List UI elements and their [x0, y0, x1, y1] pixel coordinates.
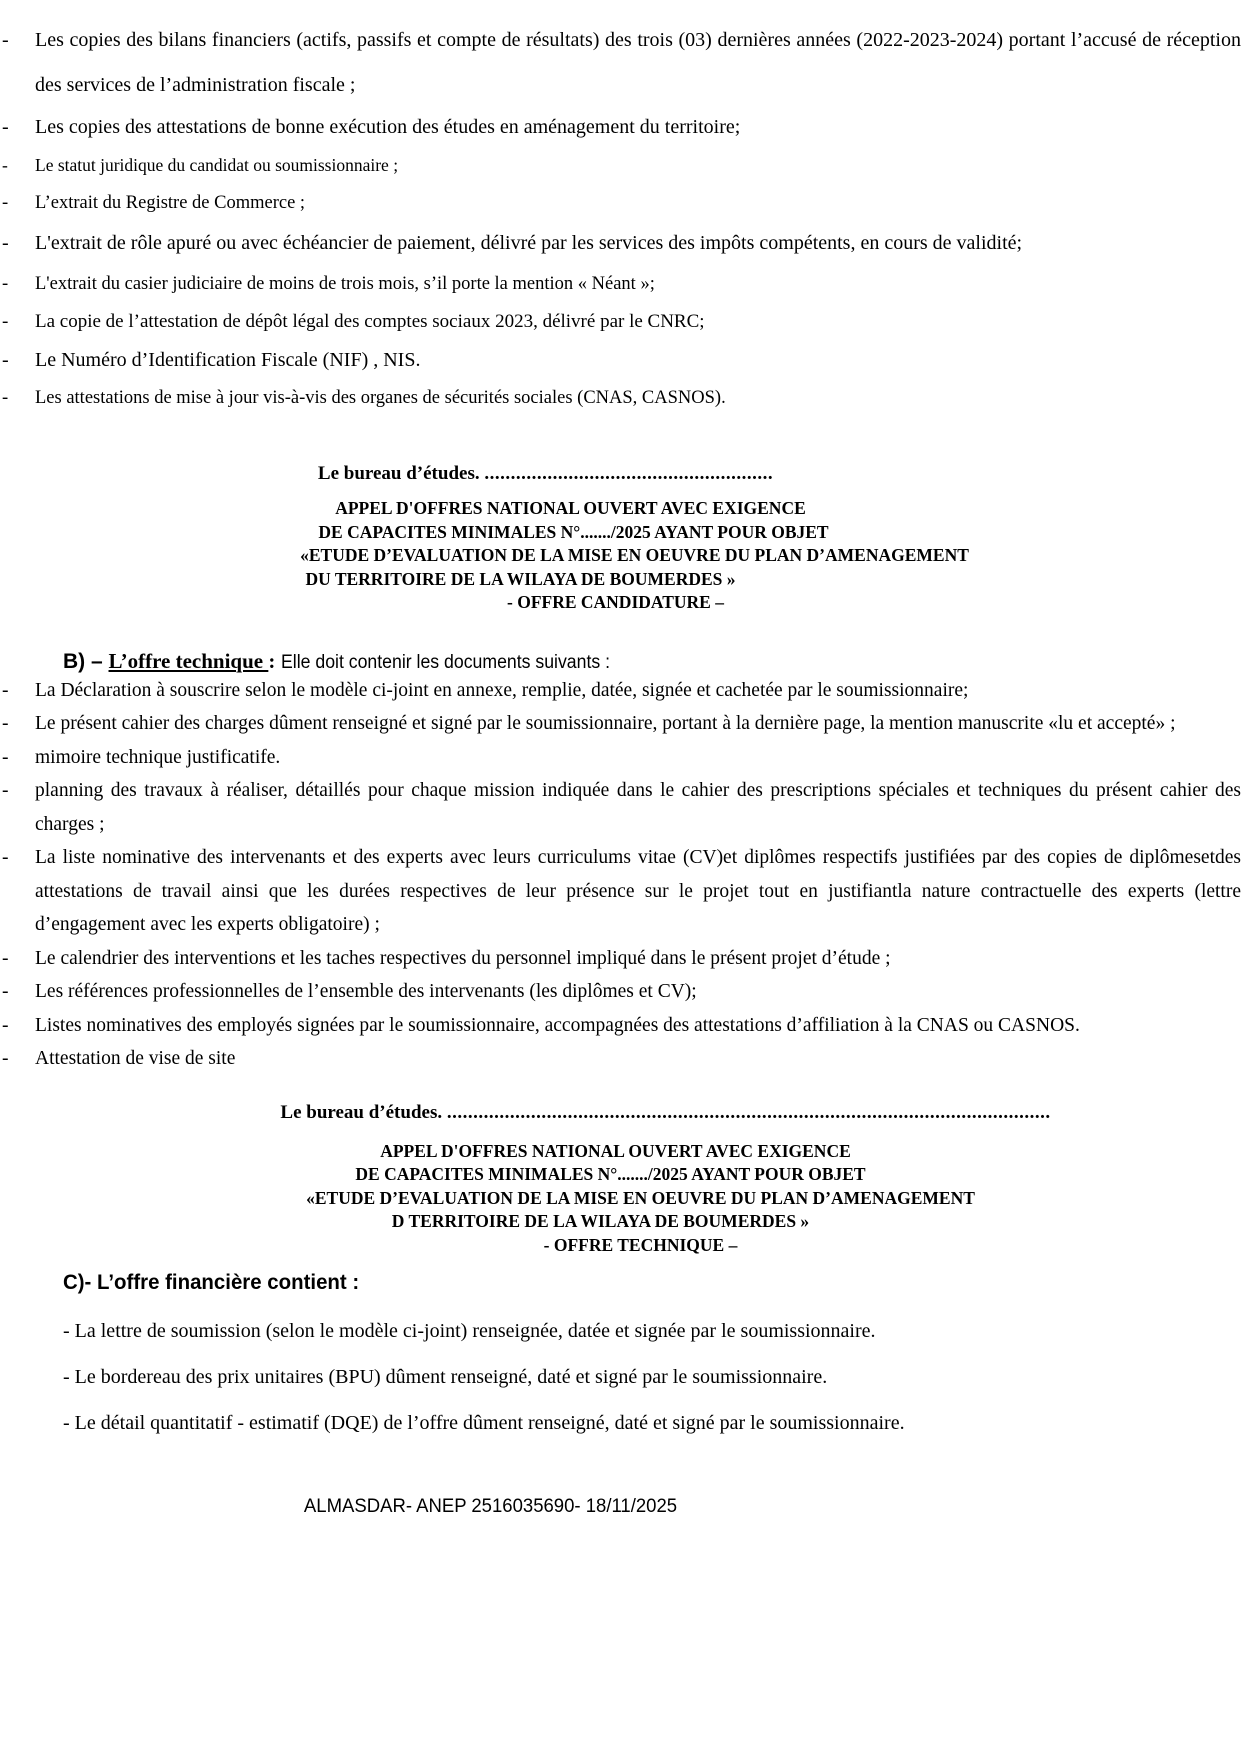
list-item-text: Les copies des attestations de bonne exécution des études en aménagement du territoire;	[35, 116, 741, 138]
dash-bullet: -	[2, 232, 9, 254]
heading-line: DU TERRITOIRE DE LA WILAYA DE BOUMERDES »	[305, 568, 736, 589]
list-item	[0, 1009, 1241, 1043]
list-item	[0, 379, 1241, 417]
heading-line: D TERRITOIRE DE LA WILAYA DE BOUMERDES »	[391, 1211, 810, 1231]
list-item-text: planning des travaux à réaliser, détaillés pour chaque mission indiquée dans le cahier des prescriptions spéciales et techniques du présent cahier des charges ;	[35, 780, 1241, 835]
heading-line: - OFFRE CANDIDATURE –	[507, 592, 724, 612]
dash-bullet: -	[2, 1014, 9, 1036]
list-item-text: L’extrait du Registre de Commerce ;	[35, 193, 306, 213]
section-b-intro: Elle doit contenir les documents suivants :	[280, 651, 610, 673]
list-item-text: La Déclaration à souscrire selon le modèle ci-joint en annexe, remplie, datée, signée et cachetée par le soumissionnaire;	[35, 679, 969, 701]
list-item-text: La copie de l’attestation de dépôt légal des comptes sociaux 2023, délivré par le CNRC;	[35, 311, 705, 332]
financial-offer-item: - La lettre de soumission (selon le modèle ci-joint) renseignée, datée et signée par le soumissionnaire.	[63, 1320, 876, 1342]
list-item-text: Les copies des bilans financiers (actifs, passifs et compte de résultats) des trois (03) dernières années (2022-2023-2024) portant l’accusé de réception des services de l’administration fiscale ;	[35, 29, 1241, 96]
dash-bullet: -	[2, 116, 9, 138]
list-item	[0, 674, 1241, 708]
heading-line: DE CAPACITES MINIMALES N°......./2025 AYANT POUR OBJET	[355, 1164, 866, 1184]
dash-bullet: -	[2, 29, 9, 51]
list-item-text: mimoire technique justificatife.	[35, 746, 281, 768]
list-item	[0, 303, 1241, 341]
dash-bullet: -	[2, 274, 9, 294]
list-item-text: Les références professionnelles de l’ensemble des intervenants (les diplômes et CV);	[35, 981, 697, 1002]
list-item	[0, 265, 1241, 303]
list-item-text: L'extrait du casier judiciaire de moins de trois mois, s’il porte la mention « Néant »;	[35, 274, 655, 294]
list-item	[0, 108, 1241, 146]
list-item-text: Le présent cahier des charges dûment renseigné et signé par le soumissionnaire, portant à la dernière page, la mention manuscrite «lu et accepté» ;	[35, 713, 1176, 734]
list-item	[0, 1042, 1241, 1076]
heading-block-offre-candidature	[0, 497, 1241, 615]
list-item-text: Le Numéro d’Identification Fiscale (NIF) , NIS.	[35, 349, 421, 371]
list-item	[0, 18, 1241, 108]
dash-bullet: -	[2, 679, 9, 701]
financial-offer-item: - Le bordereau des prix unitaires (BPU) dûment renseigné, daté et signé par le soumissionnaire.	[63, 1366, 828, 1388]
dash-bullet: -	[2, 746, 9, 768]
heading-line: APPEL D'OFFRES NATIONAL OUVERT AVEC EXIGENCE	[380, 1140, 851, 1161]
list-item	[0, 841, 1241, 942]
technical-offer-documents-list	[0, 674, 1241, 1076]
candidature-documents-list	[0, 18, 1241, 417]
list-item-text: La liste nominative des intervenants et des experts avec leurs curriculums vitae (CV)et diplômes respectifs justifiées par des copies de diplômesetdes attestations de travail ainsi que les durées respectives de leur présence sur le projet tout en justifiantla nature contractuelle des experts (lettre d’engagement avec les experts obligatoire) ;	[35, 847, 1241, 935]
financial-offer-item: - Le détail quantitatif - estimatif (DQE) de l’offre dûment renseigné, daté et signé par le soumissionnaire.	[63, 1412, 905, 1434]
signature-line-bureau-etudes	[45, 1102, 1241, 1124]
section-b-colon: :	[268, 648, 281, 673]
list-item	[0, 184, 1241, 222]
list-item	[0, 942, 1241, 976]
heading-line: - OFFRE TECHNIQUE –	[543, 1234, 738, 1255]
list-item	[0, 774, 1241, 841]
signature-label: Le bureau d’études.	[280, 1101, 447, 1123]
list-item-text: Le statut juridique du candidat ou soumissionnaire ;	[35, 155, 399, 175]
section-b-label: B) –	[63, 649, 109, 673]
dash-bullet: -	[2, 1048, 9, 1069]
heading-block-offre-technique	[0, 1140, 1241, 1258]
list-item-text: L'extrait de rôle apuré ou avec échéancier de paiement, délivré par les services des impôts compétents, en cours de validité;	[35, 232, 1023, 254]
dash-bullet: -	[2, 780, 9, 801]
heading-line: DE CAPACITES MINIMALES N°......./2025 AYANT POUR OBJET	[318, 521, 829, 542]
signature-line-bureau-etudes	[0, 463, 1166, 485]
dash-bullet: -	[2, 311, 9, 332]
list-item-text: Le calendrier des interventions et les taches respectives du personnel impliqué dans le présent projet d’étude ;	[35, 947, 891, 969]
list-item-text: Listes nominatives des employés signées par le soumissionnaire, accompagnées des attestations d’affiliation à la CNAS ou CASNOS.	[35, 1014, 1080, 1036]
dash-bullet: -	[2, 388, 9, 408]
anep-footer: ALMASDAR- ANEP 2516035690- 18/11/2025	[303, 1495, 678, 1517]
signature-label: Le bureau d’études.	[317, 463, 485, 484]
list-item	[0, 741, 1241, 775]
list-item-text: Les attestations de mise à jour vis-à-vis des organes de sécurités sociales (CNAS, CASNOS).	[35, 388, 726, 408]
dash-bullet: -	[2, 847, 9, 868]
dotted-leader: .......................................................	[484, 463, 774, 484]
section-b-heading	[63, 649, 1181, 674]
dash-bullet: -	[2, 981, 9, 1002]
heading-line: APPEL D'OFFRES NATIONAL OUVERT AVEC EXIGENCE	[335, 498, 806, 518]
list-item	[0, 341, 1241, 379]
list-item	[0, 146, 1241, 184]
list-item	[0, 975, 1241, 1009]
section-b-title: L’offre technique	[108, 648, 269, 673]
heading-line: «ETUDE D’EVALUATION DE LA MISE EN OEUVRE DU PLAN D’AMENAGEMENT	[306, 1187, 975, 1208]
dash-bullet: -	[2, 193, 9, 213]
dash-bullet: -	[2, 713, 9, 734]
list-item	[0, 222, 1241, 265]
dash-bullet: -	[2, 155, 8, 175]
dash-bullet: -	[2, 947, 9, 969]
list-item-text: Attestation de vise de site	[35, 1048, 236, 1069]
dash-bullet: -	[2, 349, 9, 371]
dotted-leader: ...................................................................................................................	[446, 1101, 1051, 1123]
list-item	[0, 707, 1241, 741]
heading-line: «ETUDE D’EVALUATION DE LA MISE EN OEUVRE DU PLAN D’AMENAGEMENT	[300, 545, 969, 565]
section-c-heading: C)- L’offre financière contient :	[63, 1270, 360, 1294]
